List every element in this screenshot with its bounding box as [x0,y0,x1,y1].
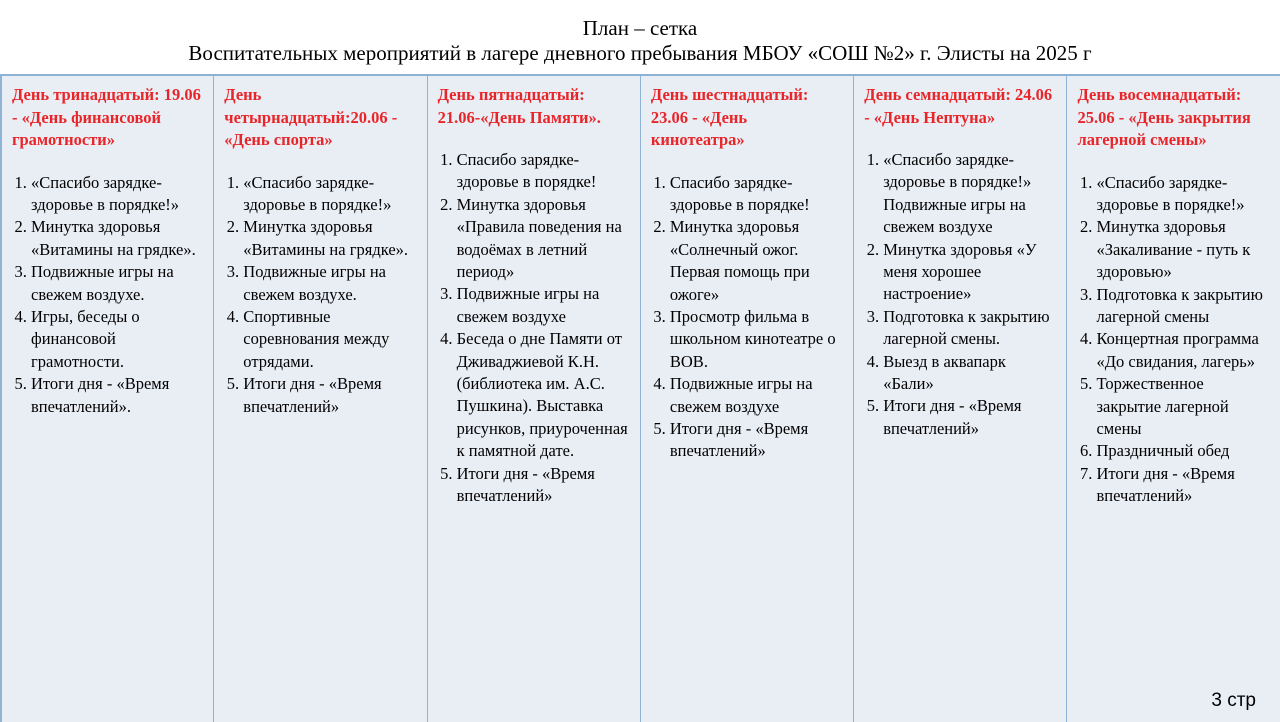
activity-item: 5. Итоги дня - «Время впечатлений» [457,463,630,508]
activity-item: 7. Итоги дня - «Время впечатлений» [1096,463,1269,508]
activity-item: 4. Игры, беседы о финансовой грамотности. [31,306,203,373]
day-title: День шестнадцатый: 23.06 - «День кинотеатра» [650,85,809,149]
activity-item: 1. «Спасибо зарядке- здоровье в порядке!» [243,172,416,217]
activity-item: 2. Минутка здоровья «Правила поведения на водоёмах в летний период» [457,194,630,284]
activity-item: 4. Концертная программа «До свидания, лагерь» [1096,328,1269,373]
activity-item: 3. Подвижные игры на свежем воздухе. [31,261,203,306]
day-column [213,76,426,722]
day-column [0,76,213,722]
schedule-table [0,74,1280,722]
activity-item: 5. Итоги дня - «Время впечатлений» [670,418,843,463]
activity-item: 5. Итоги дня - «Время впечатлений» [243,373,416,418]
activity-item: 4. Подвижные игры на свежем воздухе [670,373,843,418]
activity-item: 5. Итоги дня - «Время впечатлений» [883,395,1056,440]
activity-item: 3. Подготовка к закрытию лагерной смены. [883,306,1056,351]
activity-item: 2. Минутка здоровья «Солнечный ожог. Первая помощь при ожоге» [670,216,843,306]
day-title: День семнадцатый: 24.06 - «День Нептуна» [864,85,1053,127]
title-line-2: Воспитательных мероприятий в лагере дневного пребывания МБОУ «СОШ №2» г. Элисты на 2025 г [188,41,1092,65]
activity-item: 2. Минутка здоровья «У меня хорошее настроение» [883,239,1056,306]
activity-item: 5. Торжественное закрытие лагерной смены [1096,373,1269,440]
activity-item: 2. Минутка здоровья «Витамины на грядке». [243,216,416,261]
activity-list [651,172,843,463]
day-column [853,76,1066,722]
activity-list [1077,172,1269,508]
activity-item: 1. Спасибо зарядке- здоровье в порядке! [457,149,630,194]
activity-item: 1. «Спасибо зарядке- здоровье в порядке!» Подвижные игры на свежем воздухе [883,149,1056,239]
activity-item: 2. Минутка здоровья «Закаливание - путь к здоровью» [1096,216,1269,283]
page-number: 3 стр [1211,690,1256,711]
activity-item: 3. Подготовка к закрытию лагерной смены [1096,284,1269,329]
day-column [427,76,640,722]
activity-item: 1. «Спасибо зарядке- здоровье в порядке!» [31,172,203,217]
day-column [640,76,853,722]
activity-item: 2. Минутка здоровья «Витамины на грядке». [31,216,203,261]
activity-item: 6. Праздничный обед [1096,440,1269,462]
activity-list [12,172,203,418]
activity-item: 1. «Спасибо зарядке- здоровье в порядке!» [1096,172,1269,217]
activity-item: 1. Спасибо зарядке- здоровье в порядке! [670,172,843,217]
activity-item: 3. Подвижные игры на свежем воздухе. [243,261,416,306]
activity-list [864,149,1056,440]
activity-item: 5. Итоги дня - «Время впечатлений». [31,373,203,418]
activity-item: 4. Выезд в аквапарк «Бали» [883,351,1056,396]
activity-item: 4. Беседа о дне Памяти от Дживаджиевой К.Н. (библиотека им. А.С. Пушкина). Выставка рисунков, приуроченная к памятной дате. [457,328,630,462]
day-title: День пятнадцатый: 21.06-«День Памяти». [437,85,601,127]
day-title: День тринадцатый: 19.06 - «День финансовой грамотности» [12,85,201,149]
activity-item: 3. Просмотр фильма в школьном кинотеатре о ВОВ. [670,306,843,373]
day-title: День четырнадцатый:20.06 - «День спорта» [224,85,398,149]
activity-list [224,172,416,418]
activity-item: 4. Спортивные соревнования между отрядами. [243,306,416,373]
day-title: День восемнадцатый: 25.06 - «День закрытия лагерной смены» [1077,85,1251,149]
title-line-1: План – сетка [582,16,698,40]
activity-item: 3. Подвижные игры на свежем воздухе [457,283,630,328]
day-column [1066,76,1279,722]
page-title [0,16,1280,66]
activity-list [438,149,630,508]
